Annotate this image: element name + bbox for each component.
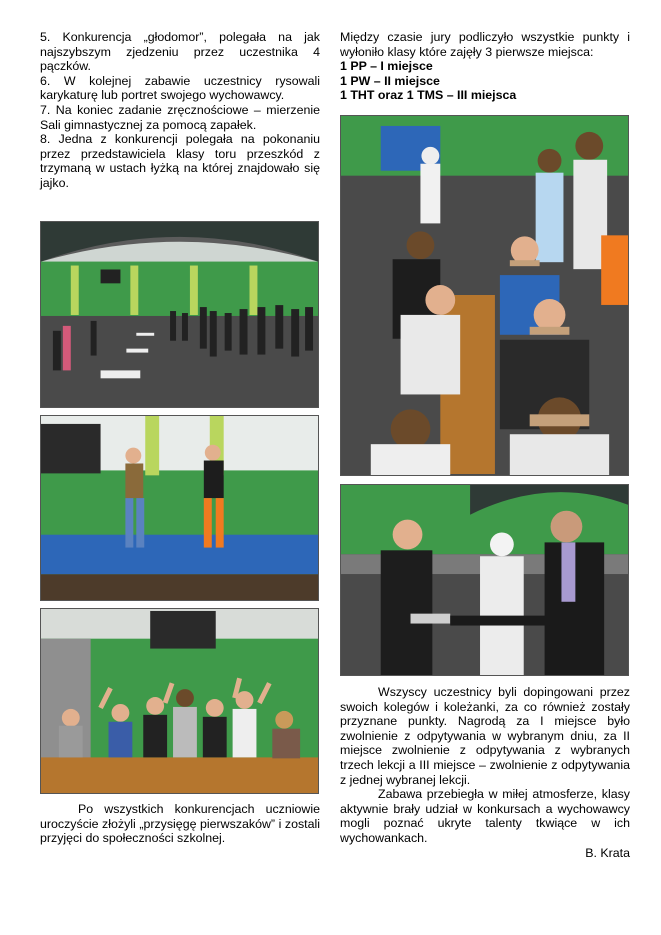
photo-handshake xyxy=(340,484,629,676)
list-item-6: 6. W kolejnej zabawie uczestnicy rysowali karykaturę lub portret swojego wychowawcy. xyxy=(40,73,320,103)
result-1: 1 PP – I miejsce xyxy=(340,59,433,74)
result-3: 1 THT oraz 1 TMS – III miejsca xyxy=(340,88,517,103)
right-column xyxy=(340,30,630,103)
left-column xyxy=(40,30,320,191)
list-item-8: 8. Jedna z konkurencji polegała na pokonaniu przez przedstawiciela klasy toru przeszkód z trzymaną w ustach łyżką na której znajdowało się jajko. xyxy=(40,132,320,190)
photo-cheering-students xyxy=(40,608,319,794)
photo-blindfolded-game xyxy=(340,115,629,476)
closing-paragraph: Po wszystkich konkurencjach uczniowie uroczyście złożyli „przysięgę pierwszaków” i zostali przyjęci do społeczności szkolnej. xyxy=(40,802,320,846)
result-2: 1 PW – II miejsce xyxy=(340,73,440,88)
rewards-paragraph: Wszyscy uczestnicy byli dopingowani przez swoich kolegów i koleżanki, za co również zostały przyznane punkty. Nagrodą za I miejsce było zwolnienie z odpytywania w wybranym dniu, za II miejsce zwolnienie z odpytywania z wybranych trzech lekcji a III miejsce – zwolnienie z odpytywania z jednej wybranej lekcji. xyxy=(340,685,630,787)
author-signature: B. Krata xyxy=(585,845,630,860)
photo-dancing-boys xyxy=(40,415,319,601)
photo-gym-hall xyxy=(40,221,319,408)
left-closing-paragraph-wrap xyxy=(40,802,320,846)
atmosphere-paragraph: Zabawa przebiegła w miłej atmosferze, klasy aktywnie brały udział w konkursach a wychowawcy mogli poznać ukryte talenty tkwiące w ich wychowankach. xyxy=(340,787,630,845)
list-item-5: 5. Konkurencja „głodomor”, polegała na jak najszybszym zjedzeniu przez uczestnika 4 pączków. xyxy=(40,30,320,74)
list-item-7: 7. Na koniec zadanie zręcznościowe – mierzenie Sali gimnastycznej za pomocą zapałek. xyxy=(40,102,320,132)
right-text-block xyxy=(340,685,630,860)
jury-intro: Między czasie jury podliczyło wszystkie punkty i wyłoniło klasy które zajęły 3 pierwsze miejsca: xyxy=(340,30,630,59)
